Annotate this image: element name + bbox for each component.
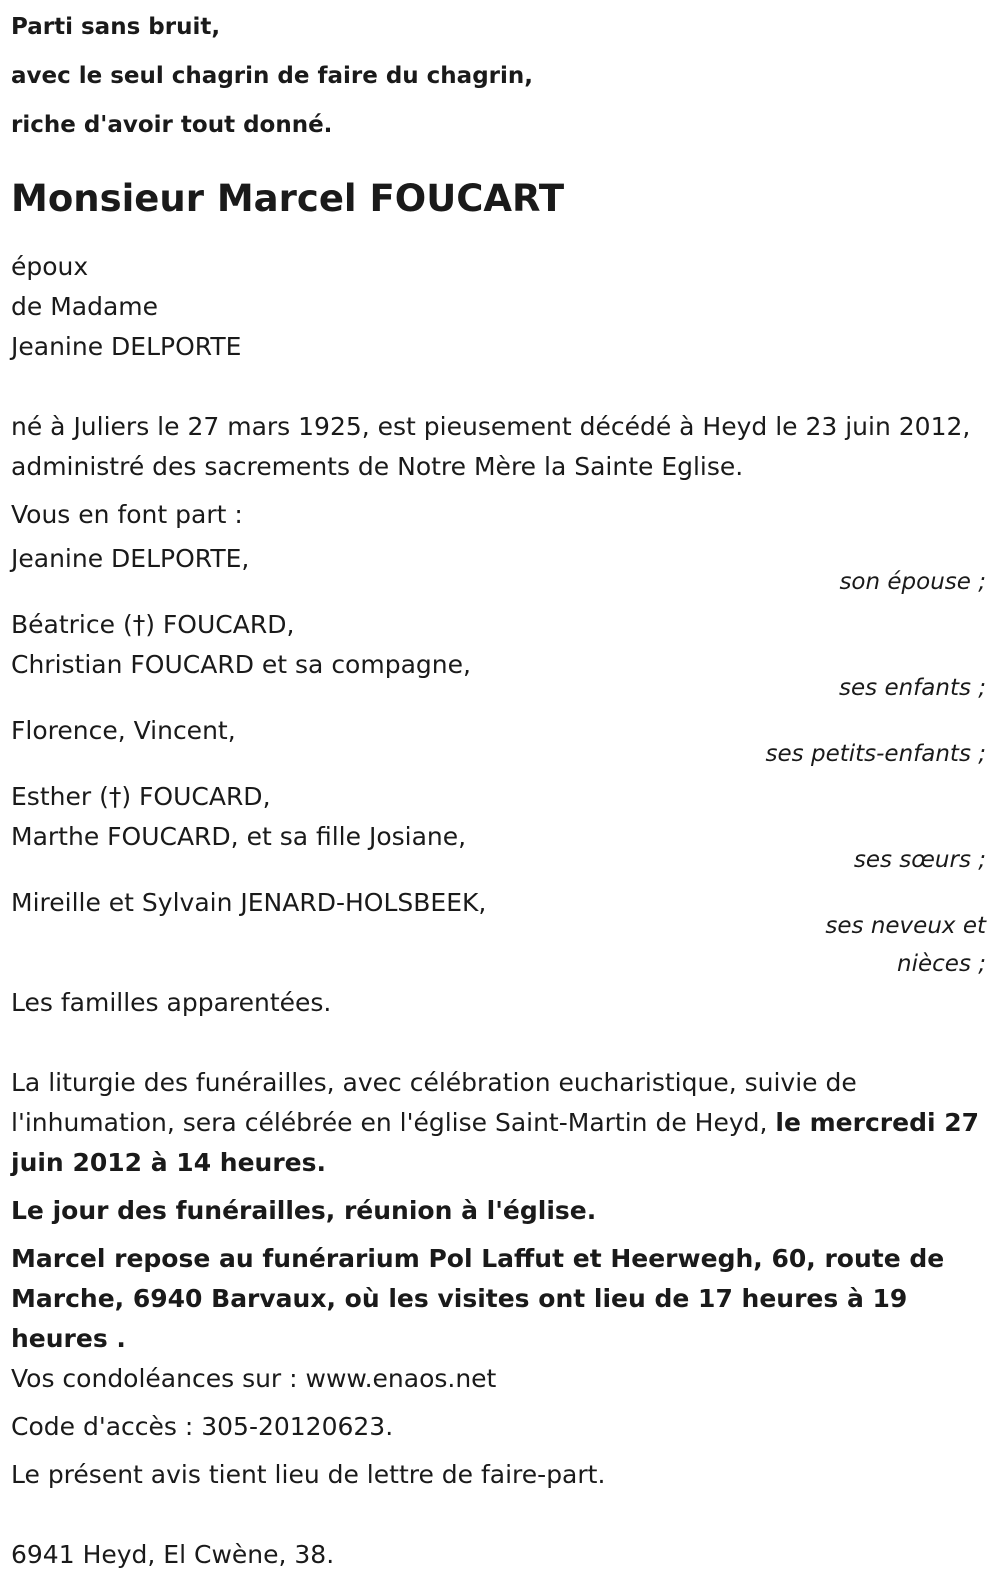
- family-group: [11, 605, 986, 707]
- opening-quote: [11, 3, 986, 150]
- funeral-rest-location: Marcel repose au funérarium Pol Laffut et Heerwegh, 60, route de Marche, 6940 Barvaux, où les visites ont lieu de 17 heures à 19 heures .: [11, 1244, 945, 1353]
- spouse-block: [11, 247, 986, 367]
- related-families: Les familles apparentées.: [11, 988, 332, 1017]
- quote-line: Parti sans bruit,: [11, 14, 221, 40]
- access-code: Code d'accès : 305-20120623.: [11, 1412, 394, 1441]
- address: 6941 Heyd, El Cwène, 38.: [11, 1540, 335, 1569]
- funeral-meeting: Le jour des funérailles, réunion à l'église.: [11, 1196, 597, 1225]
- funeral-date: le mercredi 27 juin 2012 à 14 heures.: [11, 1108, 980, 1177]
- family-group: [11, 539, 986, 601]
- family-relation: ses petits-enfants ;: [765, 741, 986, 767]
- spouse-line: Jeanine DELPORTE: [11, 332, 242, 361]
- family-group: [11, 777, 986, 879]
- funeral-liturgy: [11, 1063, 986, 1183]
- family-relation: ses sœurs ;: [853, 847, 986, 873]
- family-name: Jeanine DELPORTE,: [11, 544, 250, 573]
- condolences: Vos condoléances sur : www.enaos.net: [11, 1364, 497, 1393]
- family-name: Florence, Vincent,: [11, 716, 236, 745]
- funeral-text: La liturgie des funérailles, avec célébration eucharistique, suivie de l'inhumation, sera célébrée en l'église Saint-Martin de Heyd,: [11, 1068, 857, 1137]
- notice-statement: Le présent avis tient lieu de lettre de faire-part.: [11, 1460, 606, 1489]
- family-relation: son épouse ;: [839, 569, 986, 595]
- family-name: Christian FOUCARD et sa compagne,: [11, 650, 471, 679]
- family-name: Esther (†) FOUCARD,: [11, 782, 271, 811]
- obituary-notice: [11, 0, 986, 1575]
- family-name: Mireille et Sylvain JENARD-HOLSBEEK,: [11, 888, 487, 917]
- family-relation: ses neveux et nièces ;: [825, 913, 986, 977]
- deceased-name: Monsieur Marcel FOUCART: [11, 177, 565, 220]
- family-name: Marthe FOUCARD, et sa fille Josiane,: [11, 822, 467, 851]
- quote-line: riche d'avoir tout donné.: [11, 112, 333, 138]
- spouse-line: de Madame: [11, 292, 159, 321]
- family-group: [11, 711, 986, 773]
- announce-intro: Vous en font part :: [11, 500, 243, 529]
- family-name: Béatrice (†) FOUCARD,: [11, 610, 295, 639]
- spouse-line: époux: [11, 252, 89, 281]
- quote-line: avec le seul chagrin de faire du chagrin,: [11, 63, 534, 89]
- family-relation: ses enfants ;: [839, 675, 986, 701]
- family-group: [11, 883, 986, 983]
- biography: né à Juliers le 27 mars 1925, est pieusement décédé à Heyd le 23 juin 2012, administré des sacrements de Notre Mère la Sainte Eglise.: [11, 412, 971, 481]
